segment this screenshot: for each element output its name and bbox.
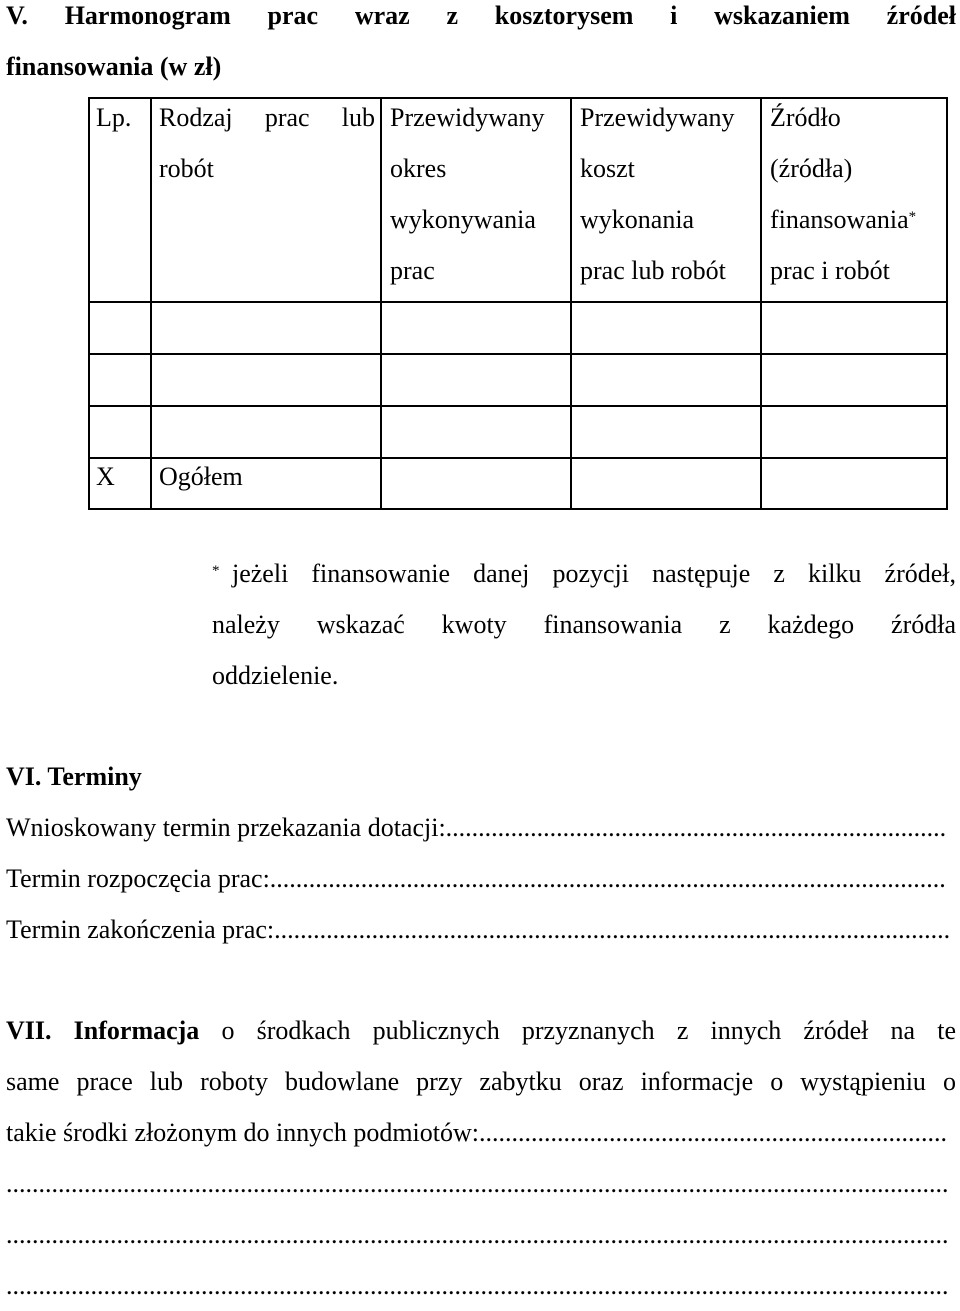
header-source-line1: Źródło — [770, 103, 841, 132]
table-border-left — [88, 97, 90, 510]
header-source-label: finansowania — [770, 205, 909, 234]
section-7-title: VII. Informacja — [6, 1016, 200, 1045]
header-period-line1: Przewidywany — [390, 103, 545, 132]
table-header-divider — [88, 301, 948, 303]
header-cost-line4: prac lub robót — [580, 256, 726, 285]
section-6-title: VI. Terminy — [6, 762, 142, 791]
section-5-title-line2: finansowania (w zł) — [6, 52, 222, 81]
footnote-line1 — [212, 548, 220, 599]
table-col-divider — [760, 97, 762, 510]
work-end-date: Termin zakończenia prac:........................................................................................................ — [6, 915, 951, 944]
header-cost-line2: koszt — [580, 154, 635, 183]
footnote-asterisk: * — [212, 563, 220, 579]
header-type-line1: Rodzaj prac lub — [159, 103, 375, 132]
requested-transfer-date: Wnioskowany termin przekazania dotacji:............................................................................. — [6, 813, 947, 842]
schedule-cost-table — [88, 97, 948, 510]
header-source-line3 — [770, 194, 916, 245]
dotted-answer-line: ................................................................................................................................................. — [6, 1271, 949, 1300]
work-start-date: Termin rozpoczęcia prac:........................................................................................................ — [6, 864, 946, 893]
header-period-line2: okres — [390, 154, 447, 183]
header-cost-line3: wykonania — [580, 205, 695, 234]
table-col-divider — [570, 97, 572, 510]
header-source-line4: prac i robót — [770, 256, 890, 285]
section-7-line1-text: o środkach publicznych przyznanych z innych źródeł na te — [221, 1016, 957, 1045]
header-period-line4: prac — [390, 256, 435, 285]
table-border-right — [946, 97, 948, 510]
footnote-line2: należy wskazać kwoty finansowania z każdego źródła — [212, 610, 956, 639]
header-source-line2: (źródła) — [770, 154, 853, 183]
header-cost-line1: Przewidywany — [580, 103, 735, 132]
section-7-line2: same prace lub roboty budowlane przy zabytku oraz informacje o wystąpieniu o — [6, 1067, 956, 1096]
dotted-answer-line: ................................................................................................................................................. — [6, 1169, 949, 1198]
table-row-divider — [88, 405, 948, 407]
footnote-line3: oddzielenie. — [212, 661, 339, 690]
dotted-answer-line: ................................................................................................................................................. — [6, 1220, 949, 1249]
table-col-divider — [380, 97, 382, 510]
header-period-line3: wykonywania — [390, 205, 536, 234]
total-row-label: Ogółem — [159, 462, 243, 491]
footnote-line1-text: jeżeli finansowanie danej pozycji następuje z kilku źródeł, — [232, 559, 956, 588]
header-lp: Lp. — [96, 103, 132, 132]
footnote-marker: * — [908, 209, 917, 225]
total-row-lp: X — [96, 462, 115, 491]
table-row-divider — [88, 353, 948, 355]
section-7-line1 — [6, 1005, 956, 1056]
header-type-line2: robót — [159, 154, 214, 183]
table-col-divider — [150, 97, 152, 510]
table-border-bottom — [88, 508, 948, 510]
section-7-line3: takie środki złożonym do innych podmiotów:........................................................................ — [6, 1118, 947, 1147]
section-5-title-line1: V. Harmonogram prac wraz z kosztorysem i wskazaniem źródeł — [6, 1, 956, 30]
